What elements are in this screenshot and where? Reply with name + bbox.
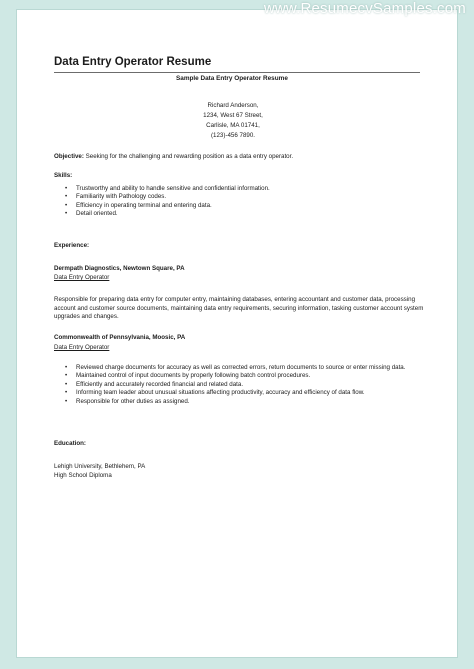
objective-text: Seeking for the challenging and rewarding position as a data entry operator. [83,153,294,160]
list-item: • Maintained control of input documents by properly following batch control procedures. [54,372,424,380]
job-duties-list [54,364,424,406]
job-role: Data Entry Operator [54,344,110,351]
resume-subtitle: Sample Data Entry Operator Resume [176,75,288,82]
experience-heading: Experience: [54,242,90,249]
job-company: Commonwealth of Pennsylvania, Moosic, PA [54,334,186,341]
education-block [54,462,424,480]
resume-title: Data Entry Operator Resume [54,56,212,68]
list-item: • Efficiency in operating terminal and entering data. [54,202,424,210]
list-item: • Reviewed charge documents for accuracy as well as corrected errors, return documents to source or enter missing data. [54,364,424,372]
education-line: High School Diploma [54,472,112,479]
job-description: Responsible for preparing data entry for computer entry, maintaining databases, entering accountant and customer data, processing account and customer source documents, maintaining data entry requirements, securing information, tasking customer account system upgrades and changes. [54,296,424,321]
list-item: • Informing team leader about unusual situations affecting productivity, accuracy and efficiency of data flow. [54,389,424,397]
list-item: • Familiarity with Pathology codes. [54,193,424,201]
contact-name: Richard Anderson, [207,102,259,109]
education-heading: Education: [54,440,86,447]
list-item: • Detail oriented. [54,210,424,218]
contact-street: 1234, West 67 Street, [203,112,263,119]
watermark: www.ResumecvSamples.com [263,0,466,17]
title-divider [54,72,420,73]
skills-heading: Skills: [54,172,73,179]
objective-section [54,153,424,160]
education-line: Lehigh University, Bethlehem, PA [54,463,146,470]
contact-phone: (123)-456 7890. [210,132,256,139]
job-role: Data Entry Operator [54,274,110,281]
objective-label: Objective: [54,153,84,160]
contact-block [178,101,288,141]
list-item: • Efficiently and accurately recorded financial and related data. [54,381,424,389]
list-item: • Trustworthy and ability to handle sensitive and confidential information. [54,185,424,193]
job-company: Dermpath Diagnostics, Newtown Square, PA [54,265,185,272]
list-item: • Responsible for other duties as assigned. [54,398,424,406]
contact-city: Carlisle, MA 01741, [206,122,260,129]
skills-list [54,185,424,219]
